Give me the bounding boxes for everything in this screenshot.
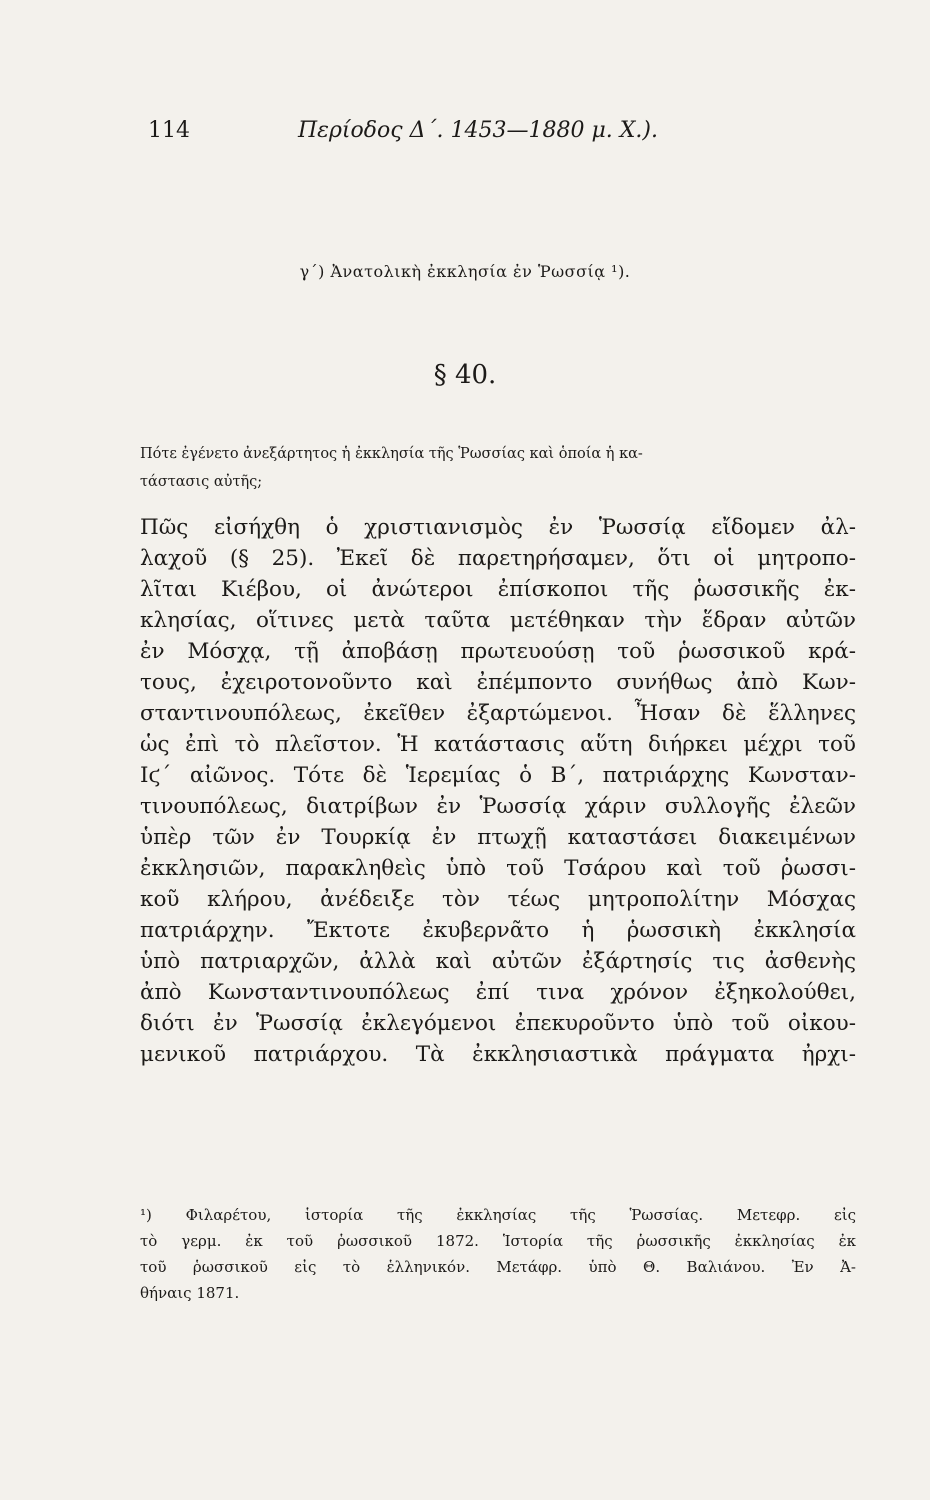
body-line: Ιϛ΄ αἰῶνος. Τότε δὲ Ἱερεμίας ὁ Β΄, πατριάρχης Κωνσταν- [140,763,856,788]
footnote-line: τὸ γερμ. ἐκ τοῦ ῥωσσικοῦ 1872. Ἱστορία τῆς ῥωσσικῆς ἐκκλησίας ἐκ [140,1232,856,1250]
body-line: Πῶς εἰσήχθη ὁ χριστιανισμὸς ἐν Ῥωσσίᾳ εἴδομεν ἀλ- [140,515,856,540]
section-number: § 40. [433,360,497,390]
body-line: λαχοῦ (§ 25). Ἐκεῖ δὲ παρετηρήσαμεν, ὅτι οἱ μητροπο- [140,546,856,571]
body-line: ὡς ἐπὶ τὸ πλεῖστον. Ἡ κατάστασις αὕτη διήρκει μέχρι τοῦ [140,732,856,757]
body-line: ἀπὸ Κωνσταντινουπόλεως ἐπί τινα χρόνον ἐξηκολούθει, [140,980,856,1005]
body-line: πατριάρχην. Ἔκτοτε ἐκυβερνᾶτο ἡ ῥωσσικὴ ἐκκλησία [140,918,856,943]
page-header [148,118,748,158]
footnotes [140,1202,856,1306]
question-line: Πότε ἐγένετο ἀνεξάρτητος ἡ ἐκκλησία τῆς Ῥωσσίας καὶ ὁποία ἡ κα- [140,446,643,462]
body-line: ἐκκλησιῶν, παρακληθεὶς ὑπὸ τοῦ Τσάρου καὶ τοῦ ῥωσσι- [140,856,856,881]
body-line: κοῦ κλήρου, ἀνέδειξε τὸν τέως μητροπολίτην Μόσχας [140,887,856,912]
body-line: μενικοῦ πατριάρχου. Τὰ ἐκκλησιαστικὰ πράγματα ἠρχι- [140,1042,856,1067]
footnote-line: ¹) Φιλαρέτου, ἱστορία τῆς ἐκκλησίας τῆς Ῥωσσίας. Μετεφρ. εἰς [140,1206,856,1224]
page-number: 114 [148,118,190,143]
section-title: γ΄) Ἀνατολικὴ ἐκκλησία ἐν Ῥωσσίᾳ ¹). [299,262,631,281]
body-line: κλησίας, οἵτινες μετὰ ταῦτα μετέθηκαν τὴν ἕδραν αὐτῶν [140,608,856,633]
body-line: ὑπὲρ τῶν ἐν Τουρκίᾳ ἐν πτωχῇ καταστάσει διακειμένων [140,825,856,850]
running-title: Περίοδος Δ΄. 1453—1880 μ. Χ.). [298,118,658,143]
body-line: ὑπὸ πατριαρχῶν, ἀλλὰ καὶ αὐτῶν ἐξάρτησίς τις ἀσθενὴς [140,949,856,974]
body-line: τινουπόλεως, διατρίβων ἐν Ῥωσσίᾳ χάριν συλλογῆς ἐλεῶν [140,794,856,819]
body-line: λῖται Κιέβου, οἱ ἀνώτεροι ἐπίσκοποι τῆς ῥωσσικῆς ἐκ- [140,577,856,602]
body-paragraph [140,512,856,1070]
section-question [140,440,854,496]
footnote-line: τοῦ ῥωσσικοῦ εἰς τὸ ἑλληνικόν. Μετάφρ. ὑπὸ Θ. Βαλιάνου. Ἐν Ἀ- [140,1258,856,1276]
body-line: διότι ἐν Ῥωσσίᾳ ἐκλεγόμενοι ἐπεκυροῦντο ὑπὸ τοῦ οἰκου- [140,1011,856,1036]
question-line: τάστασις αὐτῆς; [140,474,263,490]
footnote-line: θήναις 1871. [140,1284,240,1302]
body-line: ἐν Μόσχᾳ, τῇ ἀποβάσῃ πρωτευούσῃ τοῦ ῥωσσικοῦ κρά- [140,639,856,664]
body-line: τους, ἐχειροτονοῦντο καὶ ἐπέμποντο συνήθως ἀπὸ Κων- [140,670,856,695]
body-line: σταντινουπόλεως, ἐκεῖθεν ἐξαρτώμενοι. Ἦσαν δὲ ἕλληνες [140,701,856,726]
